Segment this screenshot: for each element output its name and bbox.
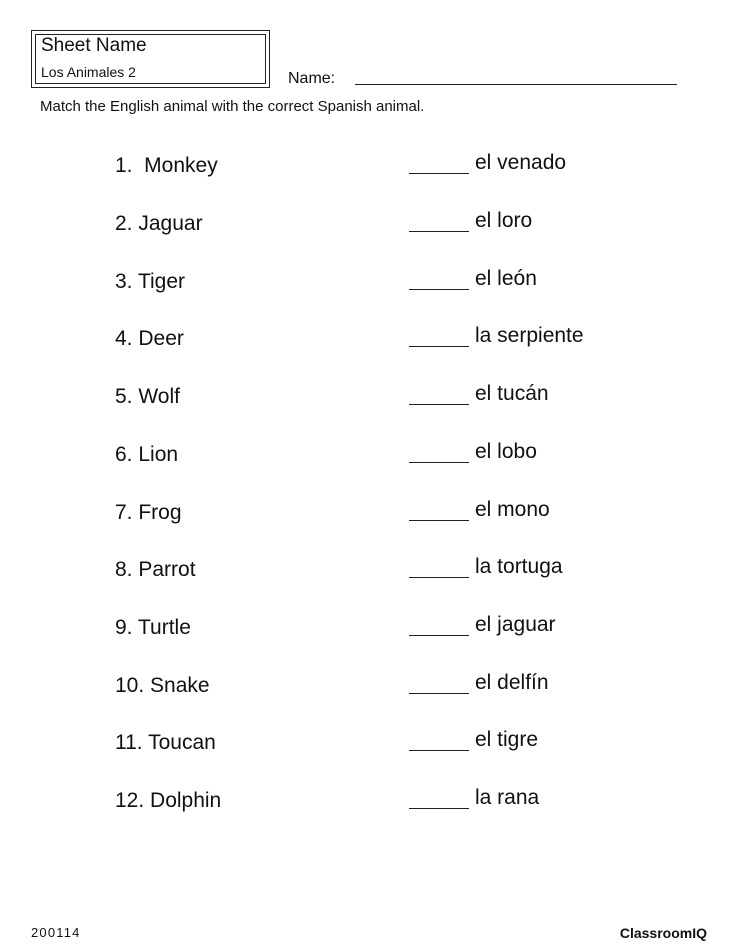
worksheet-code: 200114 [31,925,81,940]
answer-blank-7[interactable] [409,520,469,521]
english-animal-6: 6. Lion [115,443,179,466]
spanish-animal-4: la serpiente [475,324,584,347]
answer-blank-10[interactable] [409,693,469,694]
english-animal-12: 12. Dolphin [115,789,222,812]
sheet-subtitle: Los Animales 2 [41,64,136,80]
answer-blank-9[interactable] [409,635,469,636]
spanish-animal-3: el león [475,267,537,290]
instructions: Match the English animal with the correct Spanish animal. [40,98,425,115]
answer-blank-4[interactable] [409,346,469,347]
answer-blank-11[interactable] [409,750,469,751]
brand-logo-text: ClassroomIQ [619,925,707,941]
spanish-animal-2: el loro [475,209,533,232]
english-animal-4: 4. Deer [115,327,184,350]
spanish-animal-1: el venado [475,151,567,174]
spanish-animal-8: la tortuga [475,555,563,578]
answer-blank-12[interactable] [409,808,469,809]
spanish-animal-9: el jaguar [475,613,556,636]
spanish-animal-7: el mono [475,498,550,521]
answer-blank-8[interactable] [409,577,469,578]
english-animal-7: 7. Frog [115,501,182,524]
answer-blank-5[interactable] [409,404,469,405]
spanish-animal-6: el lobo [475,440,537,463]
name-field-line[interactable] [355,84,677,85]
answer-blank-2[interactable] [409,231,469,232]
english-animal-9: 9. Turtle [115,616,191,639]
english-animal-11: 11. Toucan [115,731,216,754]
english-animal-3: 3. Tiger [115,270,186,293]
spanish-animal-5: el tucán [475,382,549,405]
name-label: Name: [288,70,336,87]
answer-blank-1[interactable] [409,173,469,174]
english-animal-10: 10. Snake [115,674,210,697]
english-animal-2: 2. Jaguar [115,212,203,235]
spanish-animal-10: el delfín [475,671,549,694]
english-animal-5: 5. Wolf [115,385,180,408]
answer-blank-3[interactable] [409,289,469,290]
english-animal-8: 8. Parrot [115,558,196,581]
sheet-title: Sheet Name [41,35,147,56]
english-animal-1: 1. Monkey [115,154,218,177]
spanish-animal-12: la rana [475,786,540,809]
answer-blank-6[interactable] [409,462,469,463]
spanish-animal-11: el tigre [475,728,539,751]
